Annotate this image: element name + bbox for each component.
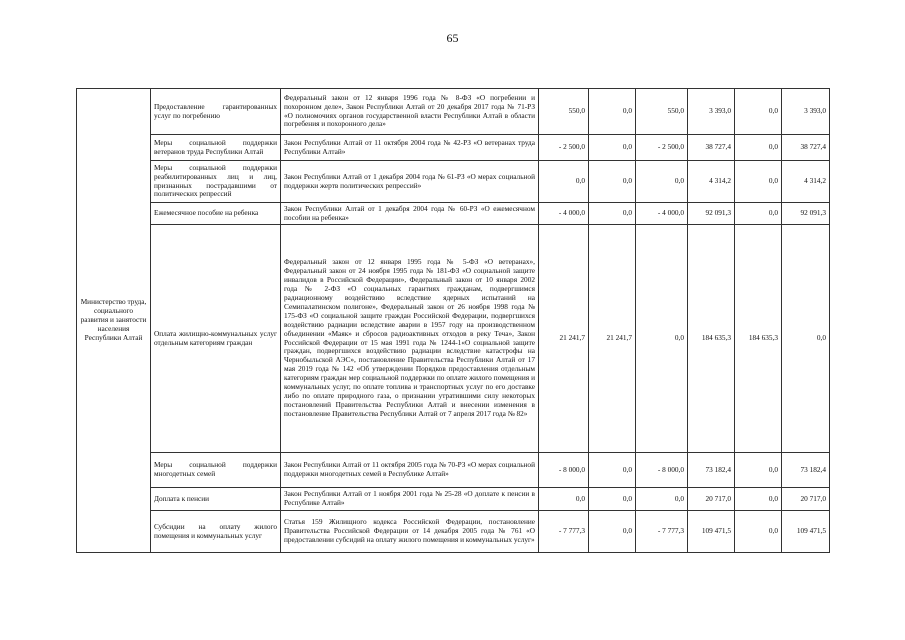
value-cell: 0,0 bbox=[589, 453, 636, 488]
value-cell: - 7 777,3 bbox=[636, 511, 688, 553]
value-cell: 0,0 bbox=[735, 203, 782, 225]
value-cell: 0,0 bbox=[589, 89, 636, 135]
value-cell: 3 393,0 bbox=[688, 89, 735, 135]
measure-cell: Предоставление гарантированных услуг по погребению bbox=[151, 89, 281, 135]
value-cell: 0,0 bbox=[539, 488, 589, 511]
value-cell: 38 727,4 bbox=[688, 135, 735, 161]
value-cell: 4 314,2 bbox=[688, 161, 735, 203]
ministry-cell: Министерство труда, социального развития и занятости населения Республики Алтай bbox=[77, 89, 151, 553]
value-cell: - 4 000,0 bbox=[539, 203, 589, 225]
value-cell: - 7 777,3 bbox=[539, 511, 589, 553]
value-cell: 4 314,2 bbox=[782, 161, 830, 203]
value-cell: 550,0 bbox=[539, 89, 589, 135]
value-cell: 0,0 bbox=[589, 161, 636, 203]
value-cell: - 8 000,0 bbox=[636, 453, 688, 488]
value-cell: 73 182,4 bbox=[688, 453, 735, 488]
table-row bbox=[77, 488, 830, 511]
table-row bbox=[77, 89, 830, 135]
table-row bbox=[77, 135, 830, 161]
value-cell: 0,0 bbox=[782, 225, 830, 453]
table-row bbox=[77, 453, 830, 488]
value-cell: 0,0 bbox=[589, 203, 636, 225]
value-cell: 0,0 bbox=[735, 135, 782, 161]
measure-cell: Меры социальной поддержки многодетных семей bbox=[151, 453, 281, 488]
measure-cell: Субсидии на оплату жилого помещения и коммунальных услуг bbox=[151, 511, 281, 553]
value-cell: 550,0 bbox=[636, 89, 688, 135]
measure-cell: Доплата к пенсии bbox=[151, 488, 281, 511]
value-cell: 38 727,4 bbox=[782, 135, 830, 161]
law-cell: Закон Республики Алтай от 11 октября 2004 года № 42-РЗ «О ветеранах труда Республики Алтай» bbox=[281, 135, 539, 161]
value-cell: - 2 500,0 bbox=[539, 135, 589, 161]
law-cell: Статья 159 Жилищного кодекса Российской Федерации, постановление Правительства Российской Федерации от 14 декабря 2005 года № 761 «О предоставлении субсидий на оплату жилого помещения и коммунальных услуг» bbox=[281, 511, 539, 553]
law-cell: Закон Республики Алтай от 1 декабря 2004 года № 60-РЗ «О ежемесячном пособии на ребенка» bbox=[281, 203, 539, 225]
value-cell: 0,0 bbox=[636, 488, 688, 511]
value-cell: 0,0 bbox=[589, 511, 636, 553]
measure-cell: Ежемесячное пособие на ребенка bbox=[151, 203, 281, 225]
value-cell: 0,0 bbox=[735, 89, 782, 135]
page-number: 65 bbox=[446, 31, 459, 45]
table-row bbox=[77, 225, 830, 453]
measure-cell: Меры социальной поддержки ветеранов труда Республики Алтай bbox=[151, 135, 281, 161]
value-cell: 0,0 bbox=[636, 225, 688, 453]
value-cell: 92 091,3 bbox=[782, 203, 830, 225]
value-cell: 20 717,0 bbox=[688, 488, 735, 511]
value-cell: 73 182,4 bbox=[782, 453, 830, 488]
value-cell: - 4 000,0 bbox=[636, 203, 688, 225]
value-cell: 0,0 bbox=[589, 135, 636, 161]
law-cell: Закон Республики Алтай от 11 октября 2005 года № 70-РЗ «О мерах социальной поддержки многодетных семей в Республике Алтай» bbox=[281, 453, 539, 488]
value-cell: 109 471,5 bbox=[688, 511, 735, 553]
law-cell: Федеральный закон от 12 января 1996 года № 8-ФЗ «О погребении и похоронном деле», Закон Республики Алтай от 20 декабря 2017 года № 71-РЗ «О полномочиях органов государственной власти Республики Алтай в области погребения и похоронного дела» bbox=[281, 89, 539, 135]
value-cell: 0,0 bbox=[539, 161, 589, 203]
value-cell: 0,0 bbox=[735, 511, 782, 553]
value-cell: 184 635,3 bbox=[735, 225, 782, 453]
value-cell: 21 241,7 bbox=[589, 225, 636, 453]
law-cell: Федеральный закон от 12 января 1995 года № 5-ФЗ «О ветеранах», Федеральный закон от 24 ноября 1995 года № 181-ФЗ «О социальной защите инвалидов в Российской Федерации», Федеральный закон от 10 января 2002 года № 2-ФЗ «О социальных гарантиях гражданам, подвергшимся радиационному воздействию вследствие ядерных испытаний на Семипалатинском полигоне», Федеральный закон от 26 ноября 1998 года № 175-ФЗ «О социальной защите граждан Российской Федерации, подвергшихся воздействию радиации вследствие аварии в 1957 году на производственном объединении «Маяк» и сбросов радиоактивных отходов в реку Теча», Закон Российской Федерации от 15 мая 1991 года № 1244-1«О социальной защите граждан, подвергшихся воздействию радиации вследствие катастрофы на Чернобыльской АЭС», постановление Правительства Республики Алтай от 17 мая 2019 года № 142 «Об утверждении Порядков предоставления отдельным категориям граждан мер социальной поддержки по оплате жилого помещения и коммунальных услуг, по оплате топлива и транспортных услуг по его доставке либо по оплате природного газа, о признании утратившими силу некоторых постановлений Правительства Республики Алтай и внесении изменения в постановление Правительства Республики Алтай от 7 апреля 2017 года № 82» bbox=[281, 225, 539, 453]
value-cell: 0,0 bbox=[735, 453, 782, 488]
value-cell: 3 393,0 bbox=[782, 89, 830, 135]
value-cell: 109 471,5 bbox=[782, 511, 830, 553]
value-cell: 0,0 bbox=[735, 488, 782, 511]
measure-cell: Оплата жилищно-коммунальных услуг отдельным категориям граждан bbox=[151, 225, 281, 453]
law-cell: Закон Республики Алтай от 1 ноября 2001 года № 25-28 «О доплате к пенсии в Республике Алтай» bbox=[281, 488, 539, 511]
table-row bbox=[77, 203, 830, 225]
budget-table bbox=[76, 88, 830, 553]
value-cell: 0,0 bbox=[636, 161, 688, 203]
value-cell: - 2 500,0 bbox=[636, 135, 688, 161]
measure-cell: Меры социальной поддержки реабилитированных лиц и лиц, признанных пострадавшими от политических репрессий bbox=[151, 161, 281, 203]
table-row bbox=[77, 511, 830, 553]
value-cell: 0,0 bbox=[589, 488, 636, 511]
value-cell: 0,0 bbox=[735, 161, 782, 203]
value-cell: 20 717,0 bbox=[782, 488, 830, 511]
value-cell: - 8 000,0 bbox=[539, 453, 589, 488]
value-cell: 92 091,3 bbox=[688, 203, 735, 225]
law-cell: Закон Республики Алтай от 1 декабря 2004 года № 61-РЗ «О мерах социальной поддержки жертв политических репрессий» bbox=[281, 161, 539, 203]
table-row bbox=[77, 161, 830, 203]
value-cell: 21 241,7 bbox=[539, 225, 589, 453]
value-cell: 184 635,3 bbox=[688, 225, 735, 453]
